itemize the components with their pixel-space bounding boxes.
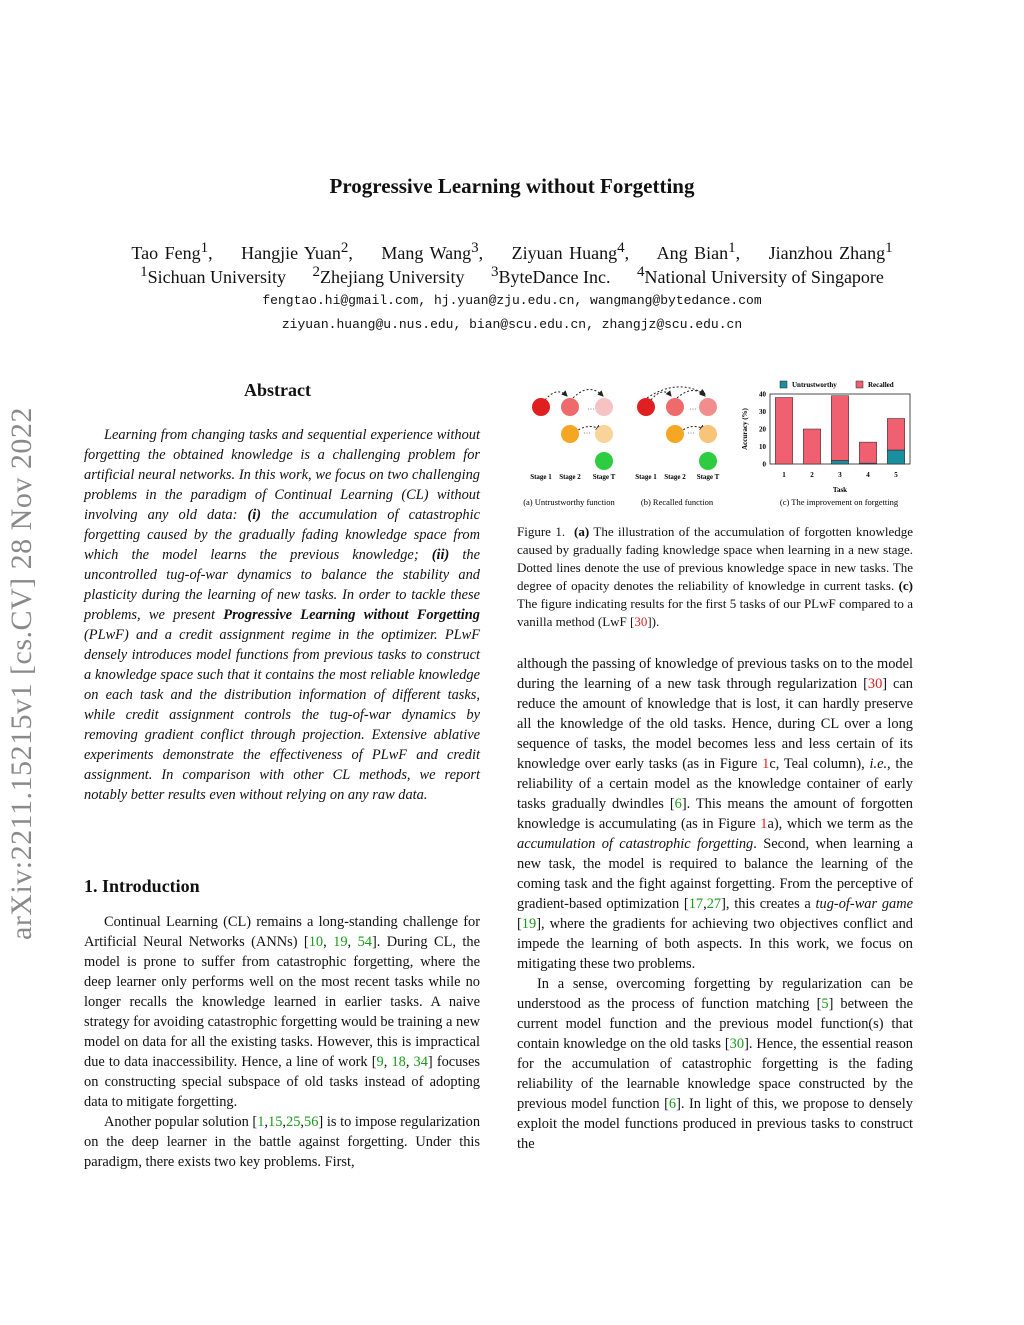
section-heading-introduction: 1. Introduction [84, 876, 200, 896]
y-tick-label: 40 [759, 390, 766, 399]
knowledge-node [532, 398, 550, 416]
knowledge-node [699, 452, 717, 470]
citation-link[interactable]: 6 [674, 796, 682, 812]
intro-paragraph: Another popular solution [1,15,25,56] is to impose regularization on the deep learner in the battle against forgetting. Under this paradigm, there exists two key problems. First, [84, 1114, 481, 1170]
knowledge-node [699, 425, 717, 443]
affiliation: $^2$Zhejiang University [312, 264, 465, 287]
body-paragraph: In a sense, overcoming forgetting by regularization can be understood as the process of function matching [5] between the current model function and the previous model function(s) that contain knowledge on the old tasks [30]. Hence, the essential reason for the accumulation of catastrophic forgetting is the fading reliability of the learnable knowledge space constructed by the previous model function [6]. In light of this, we propose to densely exploit the model functions produced in previous tasks to construct the [517, 976, 913, 1152]
x-tick-label: 4 [866, 471, 870, 479]
bar-untrustworthy [831, 461, 848, 465]
citation-link[interactable]: 27 [706, 896, 722, 912]
bar-recalled [831, 396, 848, 461]
citation-link[interactable]: 5 [821, 996, 829, 1012]
stage-label: Stage 2 [664, 473, 686, 481]
diagram-untrustworthy [523, 389, 615, 507]
citation-link[interactable]: 18 [391, 1054, 406, 1070]
arxiv-stamp: arXiv:2211.15215v1 [cs.CV] 28 Nov 2022 [5, 407, 38, 940]
x-axis-label: Task [832, 486, 848, 494]
right-column-body [517, 654, 913, 1154]
knowledge-node [595, 425, 613, 443]
knowledge-node [699, 398, 717, 416]
knowledge-node [666, 425, 684, 443]
intro-paragraph: Continual Learning (CL) remains a long-standing challenge for Artificial Neural Networks (ANNs) [10, 19, 54]. During CL, the model is prone to suffer from catastrophic forgetting, where the deep learner only performs well on the most recent tasks while no longer recalls the knowledge learned in earlier tasks. A naive strategy for avoiding catastrophic forgetting would be training a new model on data for all the existing tasks. However, this is impractical due to data inaccessibility. Hence, a line of work [9, 18, 34] focuses on constructing special subspace of old tasks instead of adopting data to mitigate forgetting. [84, 914, 480, 1110]
knowledge-node [561, 425, 579, 443]
figure-1-caption: Figure 1. (a) The illustration of the accumulation of forgotten knowledge caused by gradually fading knowledge space when learning in a new stage. Dotted lines denote the use of previous knowledge space in new tasks. The degree of opacity denotes the reliability of knowledge in current tasks. (c) The figure indicating results for the first 5 tasks of our PLwF compared to a vanilla method (LwF [30]). [517, 524, 913, 629]
paper-title: Progressive Learning without Forgetting [329, 174, 695, 198]
author: Ang Bian$^1$, [656, 240, 741, 263]
citation-link[interactable]: 30 [867, 676, 883, 692]
body-paragraph: although the passing of knowledge of previous tasks on to the model during the learning of a new task through regularization [30] can reduce the amount of knowledge that is lost, it can hardly preserve all the knowledge of the old tasks. Hence, during CL over a long sequence of tasks, the model becomes less and less certain of its knowledge over early tasks (as in Figure 1c, Teal column), i.e., the reliability of a certain model as the knowledge container of early tasks gradually dwindles [6]. This means the amount of forgotten knowledge is accumulating (as in Figure 1a), which we term as the accumulation of catastrophic forgetting. Second, when learning a new task, the model is required to balance the learning of the coming task and the fight against forgetting. From the perceptive of gradient-based optimization [17,27], this creates a tug-of-war game [19], where the gradients for achieving two objectives conflict and impede the learning of both aspects. In this work, we focus on mitigating these two problems. [517, 656, 914, 972]
figure-1 [517, 372, 917, 512]
citation-link[interactable]: 56 [304, 1114, 319, 1130]
stage-label: Stage 1 [530, 473, 552, 481]
x-tick-label: 2 [810, 471, 814, 479]
email-line-1: fengtao.hi@gmail.com, hj.yuan@zju.edu.cn, wangmang@bytedance.com [262, 293, 762, 308]
author-list [0, 240, 1024, 264]
abstract-text: Learning from changing tasks and sequential experience without forgetting the obtained knowledge is a challenging problem for artificial neural networks. In this work, we focus on two challenging problems in the paradigm of Continual Learning (CL) without involving any old data: (i) the accumulation of catastrophic forgetting caused by the gradually fading knowledge space from which the model learns the previous knowledge; (ii) the uncontrolled tug-of-war dynamics to balance the stability and plasticity during the learning of new tasks. In order to tackle these problems, we present Progressive Learning without Forgetting (PLwF) and a credit assignment regime in the optimizer. PLwF densely introduces model functions from previous tasks to construct a knowledge space such that it contains the most reliable knowledge on each task and the distribution information of different tasks, while credit assignment controls the tug-of-war dynamics by removing gradient conflict through projection. Extensive ablative experiments demonstrate the effectiveness of PLwF and credit assignment. In comparison with other CL methods, we report notably better results even without relying on any raw data. [84, 427, 480, 803]
x-tick-label: 5 [894, 471, 898, 479]
stage-label: Stage T [592, 473, 616, 481]
legend-swatch-recalled [856, 381, 863, 388]
knowledge-node [561, 398, 579, 416]
x-tick-label: 3 [838, 471, 842, 479]
author: Ziyuan Huang$^4$, [511, 240, 630, 263]
author: Tao Feng$^1$, [131, 240, 213, 263]
x-tick-label: 1 [782, 471, 786, 479]
citation-link[interactable]: 19 [521, 916, 537, 932]
y-tick-label: 20 [759, 425, 766, 434]
subfigure-caption-c: (c) The improvement on forgetting [779, 497, 899, 507]
svg-text:···: ··· [687, 429, 695, 438]
citation-link[interactable]: 54 [357, 934, 372, 950]
affiliation: $^1$Sichuan University [140, 264, 287, 287]
citation-link[interactable]: 9 [376, 1054, 384, 1070]
author: Hangjie Yuan$^2$, [241, 240, 353, 263]
citation-link[interactable]: 30 [634, 614, 648, 629]
knowledge-node [595, 452, 613, 470]
bar-recalled [887, 419, 904, 451]
affiliation: $^4$National University of Singapore [636, 264, 884, 287]
citation-link[interactable]: 34 [413, 1054, 428, 1070]
citation-link[interactable]: 15 [268, 1114, 283, 1130]
legend-label: Untrustworthy [792, 381, 837, 389]
bar-recalled [803, 429, 820, 464]
bar-untrustworthy [887, 450, 904, 464]
legend-swatch-untrustworthy [780, 381, 787, 388]
citation-link[interactable]: 10 [308, 934, 324, 950]
knowledge-node [666, 398, 684, 416]
legend-label: Recalled [868, 381, 894, 389]
stage-label: Stage 2 [559, 473, 581, 481]
knowledge-node [637, 398, 655, 416]
stage-label: Stage 1 [635, 473, 657, 481]
affiliation: $^3$ByteDance Inc. [491, 264, 611, 287]
citation-link[interactable]: 6 [668, 1096, 677, 1112]
subfigure-caption-b: (b) Recalled function [640, 497, 714, 507]
svg-text:···: ··· [583, 429, 591, 438]
y-axis-label: Accuracy (%) [741, 408, 749, 450]
svg-text:···: ··· [689, 405, 697, 414]
citation-link[interactable]: 30 [729, 1036, 745, 1052]
y-tick-label: 0 [762, 460, 766, 469]
stage-label: Stage T [696, 473, 720, 481]
y-tick-label: 30 [759, 408, 766, 416]
intro-body [84, 912, 480, 1172]
forgetting-bar-chart [741, 381, 910, 507]
author: Jianzhou Zhang$^1$ [768, 240, 893, 263]
diagram-recalled [635, 387, 719, 507]
svg-text:···: ··· [587, 405, 595, 414]
figure-link[interactable]: 1 [760, 816, 768, 832]
affiliation-list [0, 264, 1024, 288]
y-tick-label: 10 [759, 443, 766, 451]
author: Mang Wang$^3$, [381, 240, 484, 263]
citation-link[interactable]: 19 [333, 934, 348, 950]
figure-link[interactable]: 1 [762, 756, 770, 772]
citation-link[interactable]: 17 [688, 896, 704, 912]
subfigure-caption-a: (a) Untrustworthy function [523, 497, 615, 507]
abstract-heading: Abstract [244, 380, 311, 400]
citation-link[interactable]: 1 [257, 1114, 265, 1130]
citation-link[interactable]: 25 [286, 1114, 301, 1130]
knowledge-node [595, 398, 613, 416]
bar-recalled [775, 398, 792, 465]
bar-recalled [859, 442, 876, 463]
email-line-2: ziyuan.huang@u.nus.edu, bian@scu.edu.cn, zhangjz@scu.edu.cn [281, 317, 743, 332]
